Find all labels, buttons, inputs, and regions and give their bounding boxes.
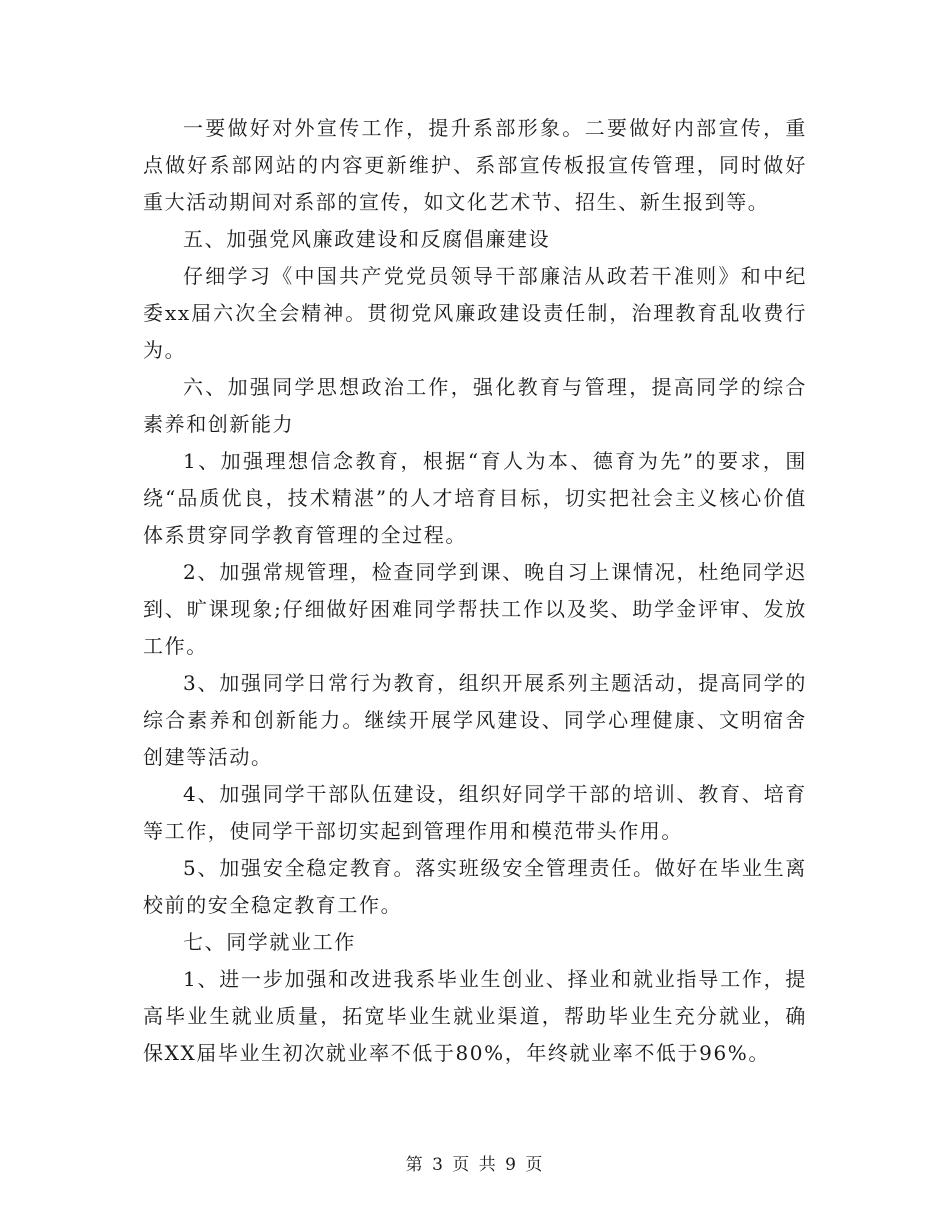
paragraph-item-4-cadres: 4、加强同学干部队伍建设，组织好同学干部的培训、教育、培育等工作，使同学干部切实起到管理作用和模范带头作用。	[143, 782, 807, 843]
heading-section-5: 五、加强党风廉政建设和反腐倡廉建设	[183, 227, 551, 251]
document-body	[143, 110, 807, 1072]
paragraph-employment: 1、进一步加强和改进我系毕业生创业、择业和就业指导工作，提高毕业生就业质量，拓宽毕业生就业渠道，帮助毕业生充分就业，确保XX届毕业生初次就业率不低于80%，年终就业率不低于96%。	[143, 967, 807, 1065]
paragraph-item-3-behavior: 3、加强同学日常行为教育，组织开展系列主题活动，提高同学的综合素养和创新能力。继续开展学风建设、同学心理健康、文明宿舍创建等活动。	[143, 671, 807, 769]
paragraph-publicity: 一要做好对外宣传工作，提升系部形象。二要做好内部宣传，重点做好系部网站的内容更新维护、系部宣传板报宣传管理，同时做好重大活动期间对系部的宣传，如文化艺术节、招生、新生报到等。	[143, 116, 807, 214]
paragraph-item-2-routine: 2、加强常规管理，检查同学到课、晚自习上课情况，杜绝同学迟到、旷课现象;仔细做好困难同学帮扶工作以及奖、助学金评审、发放工作。	[143, 560, 807, 658]
paragraph-item-1-ideals: 1、加强理想信念教育，根据“育人为本、德育为先”的要求，围绕“品质优良，技术精湛”的人才培育目标，切实把社会主义核心价值体系贯穿同学教育管理的全过程。	[143, 449, 807, 547]
heading-section-6: 六、加强同学思想政治工作，强化教育与管理，提高同学的综合素养和创新能力	[143, 375, 807, 436]
paragraph-item-5-safety: 5、加强安全稳定教育。落实班级安全管理责任。做好在毕业生离校前的安全稳定教育工作。	[143, 856, 807, 917]
heading-section-7: 七、同学就业工作	[183, 930, 356, 954]
paragraph-study-regulations: 仔细学习《中国共产党党员领导干部廉洁从政若干准则》和中纪委xx届六次全会精神。贯彻党风廉政建设责任制，治理教育乱收费行为。	[143, 264, 807, 362]
page-number-footer: 第 3 页 共 9 页	[405, 1155, 545, 1175]
